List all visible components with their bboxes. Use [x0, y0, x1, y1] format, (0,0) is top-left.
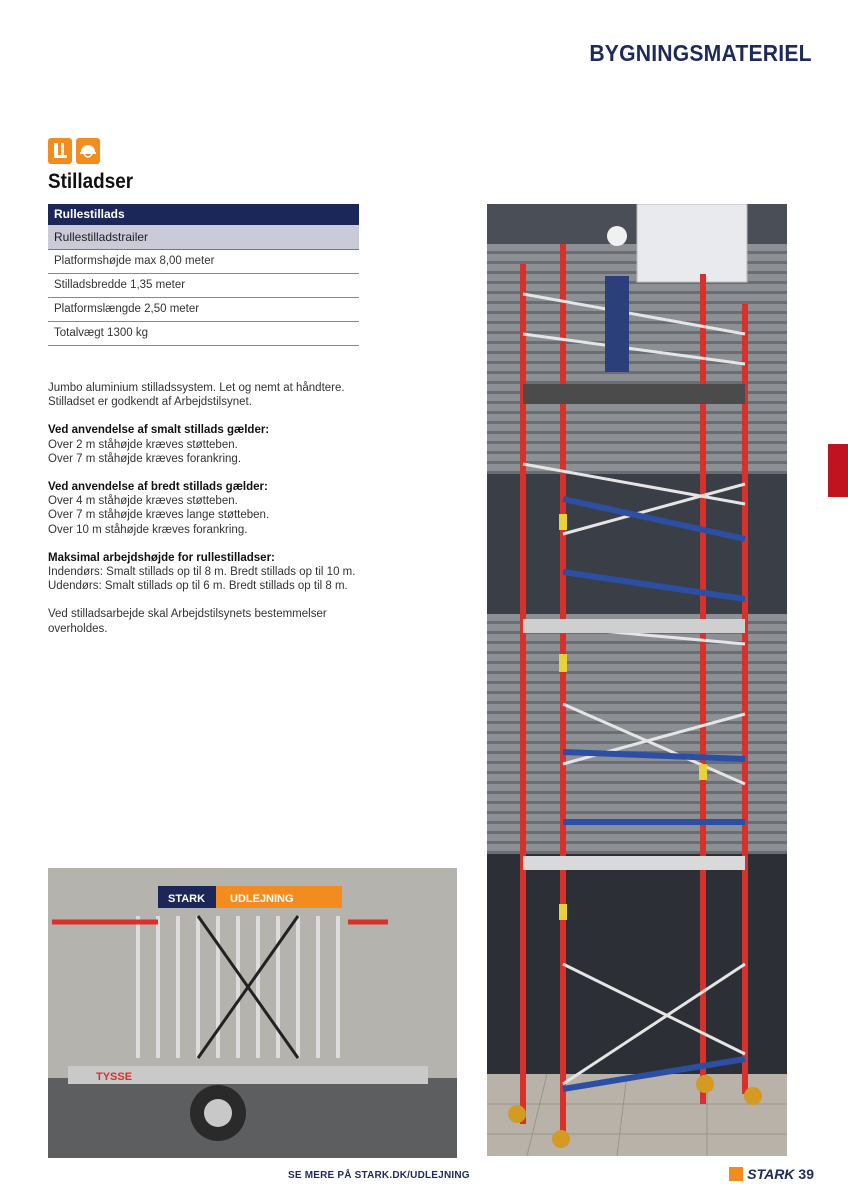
rule-line: Over 2 m ståhøjde kræves støtteben.: [48, 438, 238, 451]
spec-row: Totalvægt 1300 kg: [48, 322, 359, 346]
page-section-title: BYGNINGSMATERIEL: [589, 40, 812, 66]
section-title: Stilladser: [48, 170, 134, 193]
spec-table-header: Rullestillads: [48, 204, 359, 225]
rule-line: Over 7 m ståhøjde kræves forankring.: [48, 452, 242, 465]
rule-line: Over 4 m ståhøjde kræves støtteben.: [48, 495, 238, 508]
rule-line: Indendørs: Smalt stillads op til 8 m. Bredt stillads op til 10 m.: [48, 566, 356, 579]
stark-logo-icon: [729, 1167, 743, 1181]
spec-table: [48, 204, 359, 346]
safety-icons: [48, 138, 100, 164]
max-heading: Maksimal arbejdshøjde for rullestilladser:: [48, 551, 275, 564]
rule-line: Over 7 m ståhøjde kræves lange støtteben.: [48, 509, 270, 522]
footer-logo: [729, 1166, 814, 1182]
max-height-rules: [48, 551, 378, 594]
intro-line: Jumbo aluminium stilladssystem. Let og nemt at håndtere.: [48, 382, 345, 394]
spec-row: Platformshøjde max 8,00 meter: [48, 250, 359, 274]
page-number: 39: [798, 1166, 814, 1182]
body-text: [48, 381, 378, 650]
spec-row: Platformslængde 2,50 meter: [48, 298, 359, 322]
spec-row: Stilladsbredde 1,35 meter: [48, 274, 359, 298]
scaffold-trailer-photo: [48, 868, 457, 1158]
narrow-heading: Ved anvendelse af smalt stillads gælder:: [48, 424, 270, 437]
footer-brand: STARK: [747, 1166, 795, 1182]
intro-paragraph: [48, 381, 378, 409]
helmet-icon: [76, 138, 100, 164]
rule-line: Udendørs: Smalt stillads op til 6 m. Bredt stillads op til 8 m.: [48, 580, 348, 593]
note-line: Ved stilladsarbejde skal Arbejdstilsynets bestemmelser overholdes.: [48, 608, 327, 635]
scaffold-tower-photo: [487, 204, 787, 1156]
narrow-scaffold-rules: [48, 423, 378, 466]
wide-scaffold-rules: [48, 480, 378, 537]
rule-line: Over 10 m ståhøjde kræves forankring.: [48, 523, 248, 536]
intro-line: Stilladset er godkendt af Arbejdstilsynet.: [48, 396, 252, 409]
trailer-brand-text: TYSSE: [96, 1071, 133, 1083]
trailer-sign-text: UDLEJNING: [230, 893, 294, 905]
wide-heading: Ved anvendelse af bredt stillads gælder:: [48, 481, 268, 494]
section-tab-marker: [828, 444, 848, 497]
footer-link[interactable]: SE MERE PÅ STARK.DK/UDLEJNING: [288, 1170, 470, 1181]
trailer-sign-brand: STARK: [168, 893, 206, 905]
note-paragraph: [48, 607, 378, 635]
spec-table-subheader: Rullestilladstrailer: [48, 225, 359, 250]
boots-icon: [48, 138, 72, 164]
